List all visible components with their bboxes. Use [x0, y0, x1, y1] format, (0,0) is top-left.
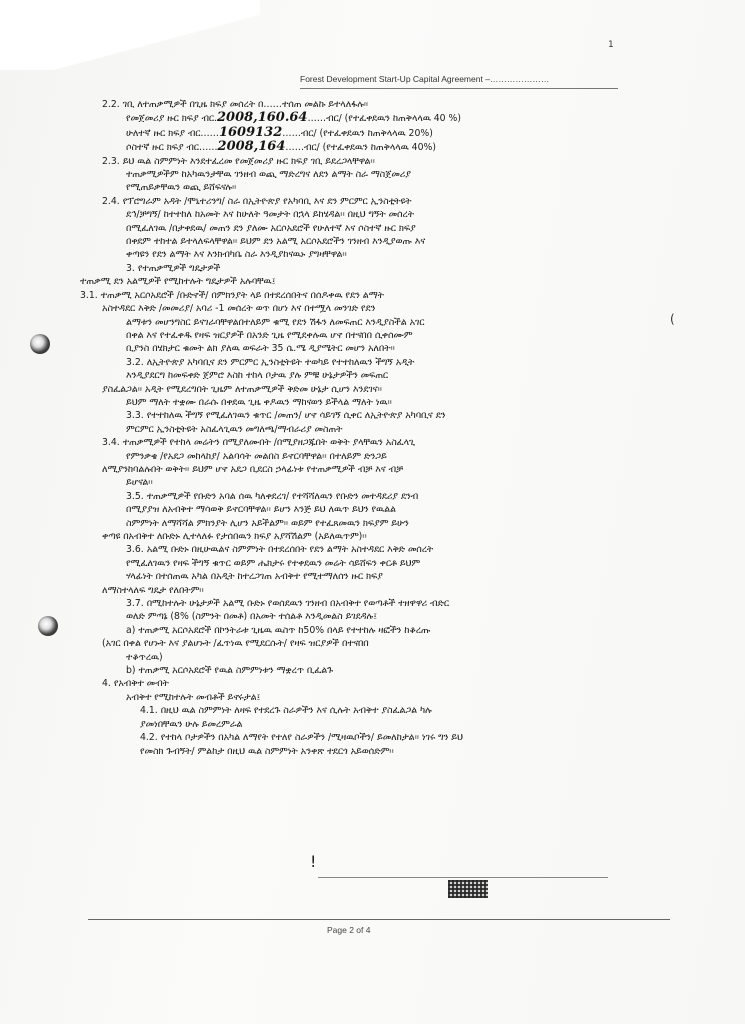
punch-hole-bottom [38, 616, 58, 636]
footer-rule [88, 919, 670, 920]
handwritten-amount: 1609132 [218, 125, 283, 140]
text-line: በቀል እና የተፈቀዱ የዛፍ ዝርያዎች በአንድ ጊዜ የሚደቀሉዉ ሆኖ በተናበበ ሲቀሰሙም [126, 329, 413, 341]
barcode-stamp [448, 880, 488, 898]
text-line: ተቆጥረዉ) [126, 651, 163, 663]
text-line: አብቅተ የሚከተሉት መብቶች ይኖሩታል፤ [126, 691, 261, 703]
text-line: የመስክ ጉብኝት/ ምልከታ በዚህ ዉል ስምምነት አንቀጽ ተደርጎ አይወሰድም፡፡ [140, 745, 394, 757]
handwritten-amount: 2008,164 [217, 140, 286, 155]
margin-mark: 1 [608, 40, 614, 50]
text-line: ለሚያንከባልሉበት ወቅት፡፡ ይህም ሆኖ አደጋ ቢደርስ ኃላፊነቱ የተጠቃሚዎች ብቻ እና ብቻ [102, 463, 404, 475]
text-line: a) ተጠቃሚ አርሶአደሮች በኮንትራቱ ጊዜዉ ዉስጥ ከ50% በላይ የተተከሉ ዛፎችን ከቆረጡ [126, 624, 431, 636]
text-line: ልማቱን መሆንግስር ይናገራባቸዋልበተለይም ቁሚ የደን ሽፋን ለመፍጠር እንዲያስችል አገር [126, 316, 425, 328]
text-line: ቀጣዩ በአብቅተ ለቡድኑ ሊተላለፉ የታሰበዉን ክፍያ አያሻሽልም (አይለዉጥም)፡፡ [102, 531, 367, 542]
text-line: 2.4. የፕሮግራም አዳት /ሞኒተሪንግ/ ስራ በኢትዮጵያ የአካባቢ እና ደን ምርምር ኢንስቲትዩት [102, 195, 412, 207]
text-line: 3. የተጠቃሚዎች ግዴታዎች [126, 262, 221, 274]
text-line: ወለድ ምጣኔ (8% (ስምንት በመቶ) በአመት ተሰልቶ እንዲመልስ ይገደዳሉ፤ [126, 611, 377, 623]
text-line: ሃላፊነት በተሰጠዉ አካል በአዲት ከተረጋገጠ አብቅተ የሚተማለሰን ዙር ክፍያ [126, 571, 383, 583]
text-line: (አገር በቀል የሆኑት እና ያልሆኑት /ፈጥነዉ የሚደርሱት/ የዛፍ ዝርያዎች በተናበበ [102, 638, 369, 650]
text-line: ደኅ/ቻግኝ/ ከተተከለ ከአመት እና ከሁለት ዓመታት በኋላ ይከሄዳል፡፡ በዚህ ግኝት መሰረት [126, 209, 414, 221]
text-line: 3.5. ተጠቃሚዎች የቡድን አባል ሰዉ ካለቀደረገ/ የተሻሻለዉን የቡድን መተዳደሪያ ደንብ [126, 490, 419, 502]
header-rule [300, 88, 618, 89]
text-line: 3.2. ለኢትዮጵያ አካባቢና ደን ምርምር ኢንስቲትዩት ተወካይ የተተከለዉን ችግኝ አዲት [126, 356, 415, 368]
text-line: ይህም ማለት ተቋሙ በራሱ በቀደዉ ጊዜ ቀዶዉን ማከናወን ይችላል ማለት ነዉ፡፡ [126, 396, 392, 408]
text-line: ይሆናል፡፡ [126, 477, 153, 489]
text-line: 3.4. ተጠቃሚዎች የተከላ መሬትን በሚያለሙበት /በሚያዘጋጁበት ወቅት ያላቸዉን አስፈላጊ [102, 437, 415, 449]
page-fold [0, 0, 260, 70]
text-line: በቀደም ተከተል ይተላለፍላቸዋል፡፡ ይህም ደን አልሚ አርሶአደሮችን ገንዘብ እንዲያወጡ እና [126, 236, 426, 248]
text-line: 2.2. ገቢ ለተጠቃሚዎች በጊዜ ክፍያ መሰረት በ……ተሰጠ መልኩ ይተላለፋሉ፡፡ [102, 99, 369, 110]
text-line: 3.7. በሚከተሉት ሁኔታዎች አልሚ ቡድኑ የወሰደዉን ገንዘብ በአብቅተ የወጣቶች ተዘዋዋሪ ብድር [126, 598, 449, 610]
handwritten-amount: 2008,160.64 [217, 111, 308, 126]
text-line: ሶስተኛ ዙር ክፍያ ብር……2008,164……ብር/ (የተፈቀደዉን ከጠቅላላዉ 40%) [126, 140, 436, 155]
text-line: በሚፈለገዉ /በታቀደዉ/ መጠን ደን ያለሙ አርሶአደሮች የሁለተኛ እና ሶስተኛ ዙር ክፍያ [126, 222, 416, 234]
text-line: 2.3. ይህ ዉል ስምምነት እንደተፈረመ የመጀመሪያ ዙር ክፍያ ገቢ ይደረጋላቸዋል፡፡ [102, 155, 375, 167]
text-line: ያስፈልጋል፡፡ አዲት የሚደረግበት ጊዜም ለተጠቃሚዎች ቅድመ ሁኔታ ሲሆን እንደገና፡፡ [102, 383, 382, 395]
text-line: ተጠቃሚዎችም ከአካዉንታቸዉ ገንዘብ ወጪ ማድረግና ለደን ልማት ስራ ማስጀመሪያ [126, 169, 411, 181]
section-heading: ተጠቃሚ ደን አልሚዎች የሚከተሉት ግዴታዎች አሉባቸዉ፤ [80, 276, 276, 288]
text-line: ሁለተኛ ዙር ክፍያ ብር……1609132……ብር/ (የተፈቀደዉን ከጠቅላላዉ 20%) [126, 125, 433, 140]
page-header: Forest Development Start-Up Capital Agreement –………………… [300, 74, 550, 84]
text-line: 3.1. ተጠቃሚ አርሶአደሮች /ቡድኖች/ በምክንያት ላይ በተደረሰበትና በሰዶቀዉ የደን ልማት [80, 289, 384, 301]
text-line: የምንቃቄ /የአደጋ መከላከያ/ አልባሳት መልበስ ይኖርባቸዋል፡፡ በተለይም ድንጋይ [126, 450, 387, 462]
text-line: ቢያንስ በሄክታር ቁመት ልክ ያለዉ ወፍራት 35 ሴ.ሜ ዲያሜትር መሆን አለበት፡፡ [126, 343, 395, 355]
text-line: ለማስተላለፍ ግዴታ የለበትም፡፡ [102, 584, 204, 596]
text-line: አስተዳደር እቅድ /መመሪያ/ አባሪ -1 መሰረት ወጥ በሆነ እና በተሟላ መንገድ የደን [102, 303, 376, 315]
text-line: እንዲያደርግ ከመፍቀድ ጀምሮ እስከ ተከላ ቦታዉ ያሉ ምቹ ሁኔታዎችን መፍጠር [126, 370, 389, 382]
text-line: b) ተጠቃሚ አርሶአደሮች የዉል ስምምነቱን ማቋረጥ ቢፈልጉ [126, 665, 333, 677]
footer-line [318, 877, 608, 878]
text-line: ምርምር ኢንስቲትዩት አስፈላጊዉን መግለጫ/ማብራሪያ መስጠት [126, 423, 343, 435]
text-line: የሚጠይቃቸዉን ወጪ ይሸፍናሉ፡፡ [126, 182, 237, 194]
text-line: 3.3. የተተከለዉ ችግኝ የሚፈለገዉን ቁጥር /መጠን/ ሆኖ ሳይገኝ ሲቀር ለኢትዮጵያ አካባቢና ደን [126, 410, 446, 422]
text-line: ስምምነት ለማሻሻል ምክንያት ሊሆን አይችልም፡፡ ወይም የተፈጸመዉን ክፍያም ይሁን [126, 517, 409, 529]
text-line: ያመነበቸዉን ሁሉ ይመረምራል [140, 718, 243, 730]
text-line: 4. የአብቅተ መብት [102, 678, 169, 690]
text-line: 3.6. አልሚ ቡድኑ በዚሁዉልና ስምምነት በተደረሰበት የደን ልማት አስተዳደር እቅድ መሰረት [126, 544, 434, 556]
punch-hole-top [30, 334, 50, 354]
text-line: 4.1. በዚህ ዉል ስምምነት ለዛፍ የተደረጉ ስራዎችን እና ሲሉት አብቅተ ያስፈልጋል ካሉ [140, 705, 432, 717]
pen-mark: ! [310, 852, 317, 871]
margin-mark: ( [670, 312, 675, 326]
text-line: የሚፈለገዉን የዛፍ ችግኝ ቁጥር ወይም ሔክታሩ የተቀደዉን መሬት ሳይሸፍን ቀርቶ ይህም [126, 557, 421, 569]
text-line: ቀጣዩን የደን ልማት እና እንክብካቤ ስራ እንዲያከናዉኑ ያግዛቸዋል፡፡ [126, 249, 347, 261]
text-line: 4.2. የተከላ ቦታዎችን በአካል ለማየት የተለየ ስራዎችን /ሚዛዉቦችን/ ይመለከታል፡፡ ነገሩ ግን ይህ [140, 732, 463, 744]
document-body [80, 98, 680, 758]
page-number: Page 2 of 4 [327, 925, 371, 935]
text-line: የመጀመሪያ ዙር ክፍያ ብር.2008,160.64……ብር/ (የተፈቀደዉን ከጠቅላላዉ 40 %) [126, 111, 462, 126]
text-line: በሚያያዝ ለአብቅተ ማሳወቅ ይኖርባቸዋል፡፡ ይሆን እንጅ ይህ ለዉጥ ይህን የዉልል [126, 504, 396, 516]
